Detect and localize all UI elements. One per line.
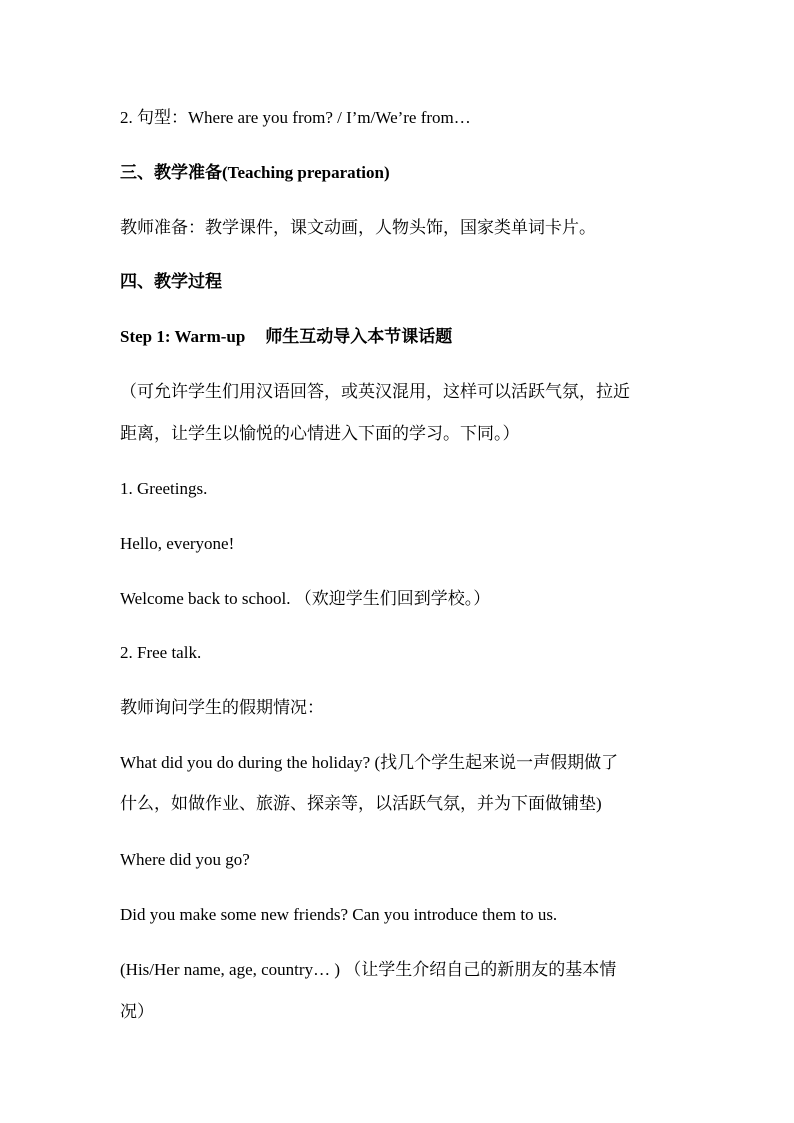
section-heading-process: 四、教学过程 bbox=[120, 272, 222, 291]
question-where-line: Where did you go? bbox=[120, 850, 250, 869]
section-heading-preparation: 三、教学准备(Teaching preparation) bbox=[120, 163, 390, 182]
free-talk-title: 2. Free talk. bbox=[120, 643, 202, 662]
introduce-line-1: (His/Her name, age, country… ) （让学生介绍自己的新朋友的基本情 bbox=[120, 960, 617, 979]
question-holiday-line-1: What did you do during the holiday? (找几个学生起来说一声假期做了 bbox=[120, 753, 619, 772]
greeting-hello: Hello, everyone! bbox=[120, 534, 235, 553]
step1-heading bbox=[120, 327, 680, 347]
introduce-line-2: 况） bbox=[120, 1002, 154, 1021]
greetings-title: 1. Greetings. bbox=[120, 479, 208, 498]
greeting-welcome: Welcome back to school. （欢迎学生们回到学校。） bbox=[120, 589, 491, 608]
step1-description: 师生互动导入本节课话题 bbox=[265, 327, 453, 346]
note-line-1: （可允许学生们用汉语回答，或英汉混用，这样可以活跃气氛，拉近 bbox=[120, 382, 630, 401]
teacher-preparation-line: 教师准备：教学课件，课文动画，人物头饰，国家类单词卡片。 bbox=[120, 218, 596, 237]
teacher-asks-line: 教师询问学生的假期情况： bbox=[120, 698, 324, 717]
question-holiday-line-2: 什么，如做作业、旅游、探亲等，以活跃气氛，并为下面做铺垫) bbox=[120, 794, 602, 813]
note-line-2: 距离，让学生以愉悦的心情进入下面的学习。下同。） bbox=[120, 424, 520, 443]
sentence-pattern-line: 2. 句型：Where are you from? / I’m/We’re from… bbox=[120, 108, 471, 127]
step1-label: Step 1: Warm-up bbox=[120, 327, 246, 346]
question-friends-line: Did you make some new friends? Can you introduce them to us. bbox=[120, 905, 558, 924]
